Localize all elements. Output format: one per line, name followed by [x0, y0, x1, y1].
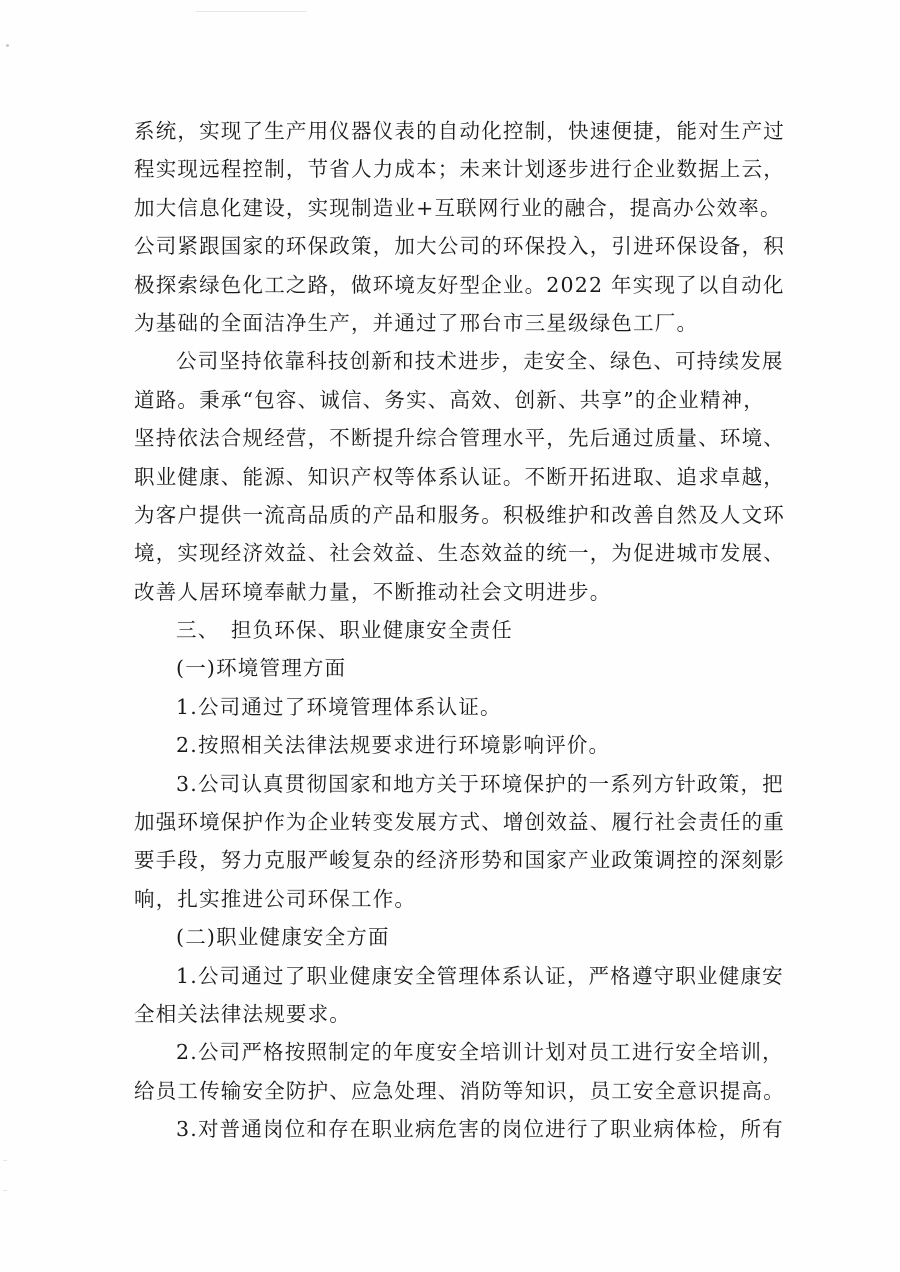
- list-item: 3.对普通岗位和存在职业病危害的岗位进行了职业病体检，所有: [176, 1117, 784, 1142]
- text-line: 响，扎实推进公司环保工作。: [134, 886, 417, 911]
- list-item: 3.公司认真贯彻国家和地方关于环境保护的一系列方针政策，把: [176, 771, 784, 796]
- list-item: 1.公司通过了职业健康安全管理体系认证，严格遵守职业健康安: [176, 963, 784, 988]
- list-item: 1.公司通过了环境管理体系认证。: [176, 694, 502, 719]
- scan-mark-left: [6, 44, 9, 47]
- text-line: 给员工传输安全防护、应急处理、消防等知识，员工安全意识提高。: [134, 1078, 785, 1103]
- text-line: 极探索绿色化工之路，做环境友好型企业。2022 年实现了以自动化: [134, 272, 785, 297]
- list-item: 2.公司严格按照制定的年度安全培训计划对员工进行安全培训，: [176, 1040, 784, 1065]
- scan-mark-left-lower: [3, 1160, 7, 1161]
- text-line: 境，实现经济效益、社会效益、生态效益的统一，为促进城市发展、: [134, 541, 785, 566]
- text-line: 加强环境保护作为企业转变发展方式、增创效益、履行社会责任的重: [134, 810, 785, 835]
- text-line: 全相关法律法规要求。: [134, 1001, 351, 1026]
- text-line: 加大信息化建设，实现制造业+互联网行业的融合，提高办公效率。: [134, 195, 782, 220]
- text-line: 公司紧跟国家的环保政策，加大公司的环保投入，引进环保设备，积: [134, 234, 785, 259]
- text-line: 职业健康、能源、知识产权等体系认证。不断开拓进取、追求卓越，: [134, 464, 785, 489]
- text-line: 程实现远程控制，节省人力成本；未来计划逐步进行企业数据上云，: [134, 157, 785, 182]
- document-body: [134, 112, 785, 1149]
- text-line: 要手段，努力克服严峻复杂的经济形势和国家产业政策调控的深刻影: [134, 848, 785, 873]
- text-line: 为客户提供一流高品质的产品和服务。积极维护和改善自然及人文环: [134, 502, 785, 527]
- text-line: 改善人居环境奉献力量，不断推动社会文明进步。: [134, 579, 612, 604]
- text-line: 为基础的全面洁净生产，并通过了邢台市三星级绿色工厂。: [134, 310, 699, 335]
- text-line: 道路。秉承“包容、诚信、务实、高效、创新、共享”的企业精神，: [134, 387, 765, 412]
- subsection-heading: (一)环境管理方面: [176, 656, 347, 681]
- scan-mark-left-lower-2: [3, 1190, 7, 1191]
- scan-mark-top: [196, 11, 306, 12]
- subsection-heading: (二)职业健康安全方面: [176, 925, 390, 950]
- text-line: 系统，实现了生产用仪器仪表的自动化控制，快速便捷，能对生产过: [134, 119, 785, 143]
- text-line: 坚持依法合规经营，不断提升综合管理水平，先后通过质量、环境、: [134, 426, 785, 451]
- list-item: 2.按照相关法律法规要求进行环境影响评价。: [176, 733, 611, 758]
- paragraph-start: 公司坚持依靠科技创新和技术进步，走安全、绿色、可持续发展: [176, 349, 784, 374]
- section-heading: 三、 担负环保、职业健康安全责任: [176, 618, 513, 643]
